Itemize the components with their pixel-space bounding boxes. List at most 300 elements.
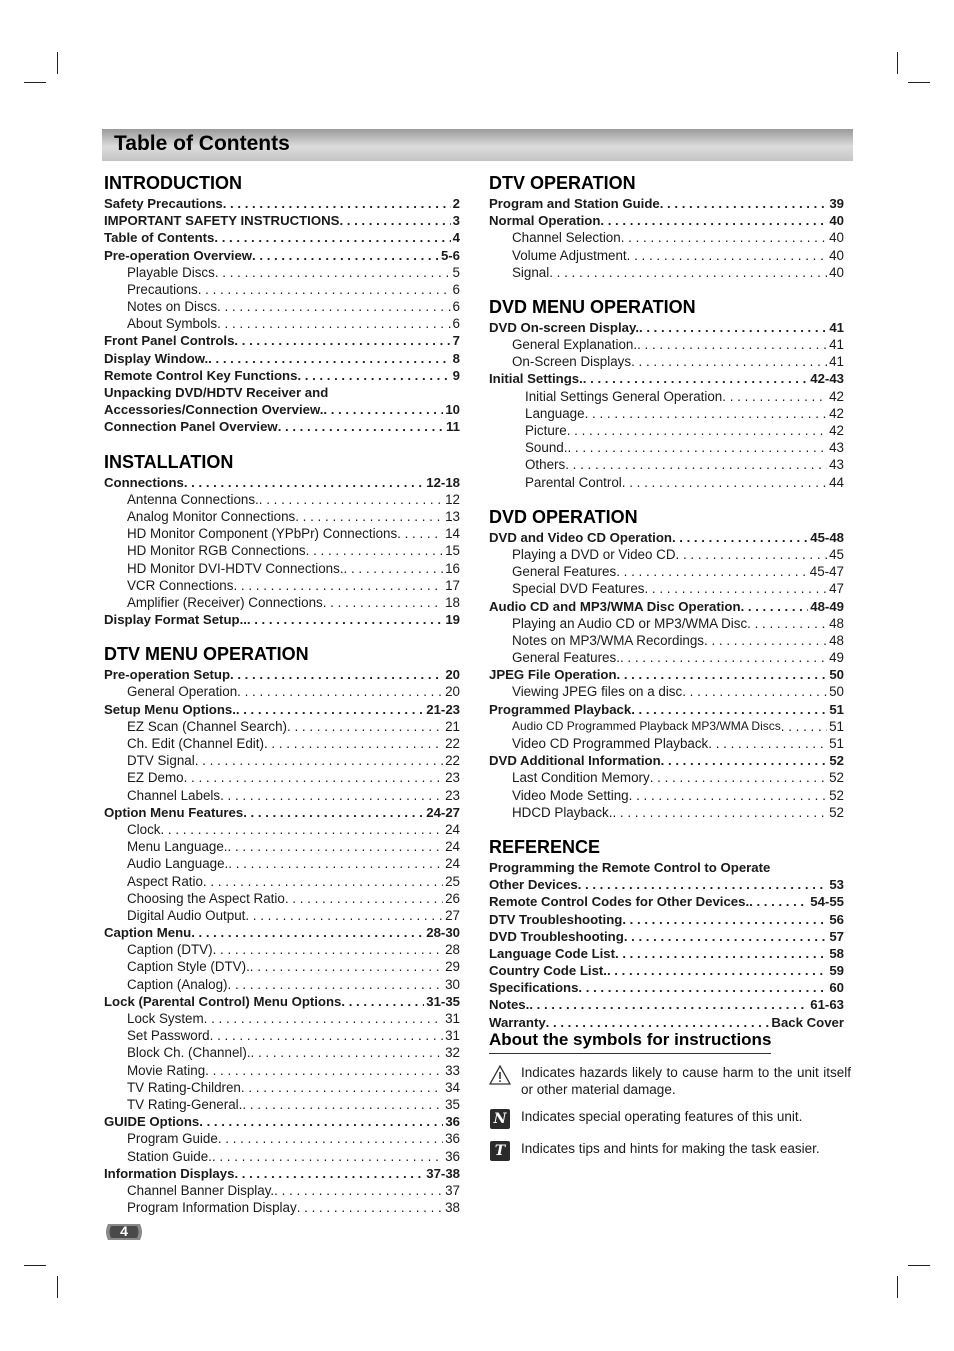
toc-entry[interactable] [104, 195, 460, 212]
toc-entry[interactable] [489, 979, 844, 996]
toc-dot-leader [622, 474, 827, 491]
toc-entry-title: Audio CD Programmed Playback MP3/WMA Discs [512, 718, 781, 733]
toc-entry-title: Option Menu Features [104, 804, 244, 820]
toc-entry-page: 2 [452, 195, 460, 211]
toc-entry[interactable] [104, 769, 460, 786]
toc-dot-leader [204, 1010, 443, 1027]
toc-entry[interactable] [489, 353, 844, 370]
toc-entry[interactable] [104, 1079, 460, 1096]
toc-entry[interactable] [489, 388, 844, 405]
toc-entry-page: 19 [445, 612, 460, 628]
toc-entry[interactable] [104, 367, 460, 384]
toc-entry-title: Precautions [127, 281, 198, 297]
toc-entry-title: Information Displays [104, 1165, 235, 1181]
toc-dot-leader [297, 1199, 443, 1216]
toc-entry[interactable] [104, 247, 460, 264]
toc-dot-leader [203, 873, 443, 890]
toc-entry[interactable] [489, 735, 844, 752]
toc-entry-page: 42 [829, 423, 844, 439]
toc-entry-title: EZ Demo [127, 770, 184, 786]
toc-dot-leader [622, 911, 827, 928]
toc-entry-title: Connections [104, 474, 184, 490]
toc-entry-title: Volume Adjustment [512, 247, 627, 263]
toc-entry-title: Language Code List [489, 945, 616, 961]
toc-entry-title: DVD Additional Information [489, 753, 661, 769]
toc-entry-title: TV Rating-General. [127, 1096, 243, 1112]
toc-entry-title: Caption Menu [104, 925, 192, 941]
toc-entry[interactable] [104, 993, 460, 1010]
toc-entry-title: Block Ch. (Channel). [127, 1045, 251, 1061]
toc-entry-page: 11 [446, 419, 460, 435]
toc-entry-title: IMPORTANT SAFETY INSTRUCTIONS [104, 213, 340, 229]
toc-entry-page: 51 [829, 718, 844, 734]
toc-entry-title: Lock (Parental Control) Menu Options [104, 993, 342, 1009]
toc-entry-page: 45-48 [810, 529, 844, 545]
toc-entry-title: HD Monitor RGB Connections [127, 543, 306, 559]
toc-entry-page: 5-6 [440, 247, 460, 263]
toc-entry[interactable] [104, 821, 460, 838]
toc-entry-page: 49 [829, 650, 844, 666]
toc-entry[interactable] [104, 1096, 460, 1113]
toc-entry-page: 6 [452, 316, 460, 332]
toc-dot-leader [567, 422, 827, 439]
toc-entry-title: Special DVD Features [512, 581, 645, 597]
toc-entry[interactable] [489, 336, 844, 353]
toc-entry[interactable] [489, 319, 844, 336]
toc-entry[interactable] [104, 1027, 460, 1044]
toc-entry[interactable] [104, 1199, 460, 1216]
toc-entry-page: 40 [829, 264, 844, 280]
toc-entry[interactable] [489, 876, 844, 893]
toc-dot-leader [661, 752, 828, 769]
section-gap [489, 821, 844, 836]
toc-entry-page: 48-49 [810, 598, 844, 614]
toc-entry-title: HDCD Playback. [512, 804, 613, 820]
toc-entry-page: 60 [829, 980, 844, 996]
toc-entry[interactable] [104, 924, 460, 941]
toc-entry-page: 23 [445, 770, 460, 786]
toc-dot-leader [631, 701, 827, 718]
toc-dot-leader [241, 1079, 443, 1096]
toc-entry[interactable] [104, 350, 460, 367]
toc-entry-title: Normal Operation [489, 213, 601, 229]
toc-entry[interactable] [489, 928, 844, 945]
toc-dot-leader [220, 787, 443, 804]
toc-entry-title: General Features [512, 564, 617, 580]
toc-entry[interactable] [489, 718, 844, 735]
toc-entry-page: 37-38 [426, 1165, 460, 1181]
toc-entry-title: Last Condition Memory [512, 770, 650, 786]
toc-dot-leader [233, 577, 443, 594]
toc-entry[interactable] [104, 684, 460, 701]
toc-entry-title: Audio CD and MP3/WMA Disc Operation [489, 598, 741, 614]
toc-entry-page: 30 [445, 976, 460, 992]
toc-entry[interactable] [489, 1014, 844, 1031]
toc-entry[interactable] [104, 611, 460, 628]
toc-entry-title: Program and Station Guide [489, 195, 660, 211]
toc-dot-leader [217, 315, 450, 332]
toc-dot-leader [236, 701, 424, 718]
toc-dot-leader [160, 821, 443, 838]
toc-entry[interactable] [489, 945, 844, 962]
toc-left-column [104, 172, 460, 1216]
toc-entry[interactable] [489, 804, 844, 821]
toc-dot-leader [234, 1165, 424, 1182]
toc-entry[interactable] [104, 264, 460, 281]
symbol-row-warning [489, 1064, 851, 1098]
toc-entry-title: Amplifier (Receiver) Connections [127, 594, 323, 610]
toc-entry-page: 32 [445, 1045, 460, 1061]
toc-entry-title: Viewing JPEG files on a disc [512, 684, 683, 700]
toc-entry[interactable] [104, 401, 460, 418]
toc-entry[interactable] [104, 941, 460, 958]
toc-entry[interactable] [489, 247, 844, 264]
crop-mark [897, 52, 898, 74]
toc-entry[interactable] [489, 422, 844, 439]
toc-entry-page: 28 [445, 942, 460, 958]
toc-entry[interactable] [489, 787, 844, 804]
toc-entry[interactable] [489, 684, 844, 701]
toc-entry-page: 25 [445, 873, 460, 889]
toc-entry[interactable] [489, 911, 844, 928]
toc-entry[interactable] [104, 491, 460, 508]
toc-entry[interactable] [104, 1130, 460, 1147]
toc-entry-page: 33 [445, 1062, 460, 1078]
toc-entry[interactable] [104, 855, 460, 872]
toc-entry[interactable] [104, 890, 460, 907]
toc-entry-title: Channel Banner Display. [127, 1182, 275, 1198]
toc-entry[interactable] [489, 752, 844, 769]
toc-dot-leader [243, 804, 424, 821]
toc-entry-title: Clock [127, 821, 161, 837]
page-number: 4 [120, 1223, 128, 1239]
toc-entry[interactable] [489, 580, 844, 597]
toc-entry-page: 36 [445, 1148, 460, 1164]
toc-dot-leader [639, 319, 827, 336]
toc-dot-leader [259, 491, 443, 508]
toc-entry-page: 4 [452, 230, 460, 246]
toc-entry[interactable] [104, 907, 460, 924]
toc-entry[interactable] [489, 212, 844, 229]
toc-entry-title: Pre-operation Setup [104, 667, 231, 683]
crop-mark [57, 52, 58, 74]
toc-dot-leader [228, 976, 444, 993]
symbol-description: Indicates hazards likely to cause harm to the unit itself or other material damage. [521, 1065, 851, 1097]
toc-entry[interactable] [104, 542, 460, 559]
toc-entry[interactable] [489, 615, 844, 632]
note-icon-wrap [489, 1108, 511, 1130]
toc-entry[interactable] [489, 962, 844, 979]
toc-dot-leader [234, 333, 450, 350]
toc-entry-title: Set Password [127, 1028, 210, 1044]
toc-entry-page: 29 [445, 959, 460, 975]
toc-entry[interactable] [104, 976, 460, 993]
toc-entry[interactable] [104, 804, 460, 821]
toc-entry-label: Programming the Remote Control to Operate [489, 860, 771, 875]
toc-entry[interactable] [104, 577, 460, 594]
toc-dot-leader [781, 718, 827, 735]
toc-dot-leader [600, 212, 827, 229]
toc-entry[interactable] [489, 649, 844, 666]
toc-dot-leader [295, 508, 443, 525]
symbol-description: Indicates tips and hints for making the task easier. [521, 1141, 820, 1156]
toc-dot-leader [184, 474, 424, 491]
toc-entry-page: 52 [829, 787, 844, 803]
toc-dot-leader [228, 855, 443, 872]
toc-entry-page: 24 [445, 856, 460, 872]
toc-entry-page: 9 [452, 367, 460, 383]
toc-entry-page: 21 [445, 718, 460, 734]
toc-entry[interactable] [104, 474, 460, 491]
toc-entry[interactable] [489, 474, 844, 491]
crop-mark [57, 1276, 58, 1298]
toc-entry-page: 59 [829, 963, 844, 979]
symbols-section [489, 1030, 851, 1162]
toc-entry-page: 26 [445, 890, 460, 906]
toc-entry-title: Initial Settings General Operation [525, 388, 723, 404]
toc-entry[interactable] [489, 666, 844, 683]
toc-entry-page: 24-27 [426, 804, 460, 820]
toc-entry-title: Connection Panel Overview [104, 419, 278, 435]
toc-entry-title: Video CD Programmed Playback [512, 736, 709, 752]
toc-entry[interactable] [104, 873, 460, 890]
toc-entry-page: 12 [445, 491, 460, 507]
toc-entry-page: 22 [445, 736, 460, 752]
toc-entry-page: 18 [445, 594, 460, 610]
tip-icon-wrap [489, 1140, 511, 1162]
toc-entry-title: Program Information Display [127, 1200, 297, 1216]
toc-entry-page: 52 [829, 770, 844, 786]
toc-entry-title: Video Mode Setting [512, 787, 629, 803]
toc-entry-page: 52 [829, 804, 844, 820]
toc-dot-leader [624, 928, 828, 945]
toc-entry[interactable] [489, 456, 844, 473]
toc-entry-page: 22 [445, 753, 460, 769]
toc-entry-page: 43 [829, 440, 844, 456]
toc-dot-leader [722, 388, 827, 405]
toc-entry[interactable] [104, 959, 460, 976]
toc-entry[interactable] [104, 1113, 460, 1130]
toc-entry-page: 47 [829, 581, 844, 597]
toc-entry-title: About Symbols [127, 316, 218, 332]
toc-dot-leader [747, 615, 827, 632]
toc-dot-leader [660, 195, 828, 212]
toc-entry-page: 13 [445, 508, 460, 524]
toc-entry-title: GUIDE Options [104, 1114, 200, 1130]
toc-entry[interactable] [489, 405, 844, 422]
toc-entry[interactable] [104, 735, 460, 752]
toc-entry-page: 21-23 [426, 701, 460, 717]
toc-entry-title: Signal [512, 264, 550, 280]
toc-dot-leader [228, 838, 444, 855]
toc-dot-leader [627, 247, 827, 264]
toc-entry[interactable] [489, 529, 844, 546]
toc-entry-page: 27 [445, 907, 460, 923]
toc-dot-leader [214, 229, 450, 246]
toc-entry-page: 42-43 [810, 371, 844, 387]
toc-entry[interactable] [489, 563, 844, 580]
toc-entry[interactable] [104, 333, 460, 350]
toc-entry[interactable] [489, 371, 844, 388]
toc-entry-title: Digital Audio Output [127, 907, 246, 923]
toc-dot-leader [631, 353, 827, 370]
toc-entry-page: 53 [829, 877, 844, 893]
toc-entry[interactable] [104, 1165, 460, 1182]
toc-dot-leader [251, 1044, 444, 1061]
section-gap [104, 628, 460, 643]
toc-entry-title: Programmed Playback [489, 701, 632, 717]
toc-entry[interactable] [104, 315, 460, 332]
toc-dot-leader [621, 229, 827, 246]
toc-entry-title: JPEG File Operation [489, 667, 617, 683]
symbol-row-note [489, 1108, 851, 1130]
toc-entry[interactable] [489, 546, 844, 563]
toc-entry[interactable] [489, 893, 844, 910]
toc-entry[interactable] [104, 212, 460, 229]
toc-entry-title: Aspect Ratio [127, 873, 203, 889]
toc-entry-title: DVD Troubleshooting [489, 928, 624, 944]
toc-entry[interactable] [104, 1148, 460, 1165]
toc-dot-leader [210, 1027, 443, 1044]
toc-entry-title: DTV Troubleshooting [489, 911, 623, 927]
section-heading-installation: INSTALLATION [104, 451, 234, 472]
warning-triangle-icon [489, 1064, 511, 1086]
toc-dot-leader [230, 666, 443, 683]
toc-entry-title: Initial Settings. [489, 371, 583, 387]
toc-entry[interactable] [104, 752, 460, 769]
toc-dot-leader [212, 1148, 443, 1165]
toc-entry[interactable] [104, 560, 460, 577]
toc-entry-page: 41 [829, 337, 844, 353]
toc-entry-title: Specifications [489, 980, 579, 996]
toc-entry-page: 34 [445, 1079, 460, 1095]
toc-entry[interactable] [104, 666, 460, 683]
toc-dot-leader [199, 1113, 443, 1130]
toc-entry[interactable] [104, 525, 460, 542]
toc-entry[interactable] [489, 598, 844, 615]
toc-entry[interactable] [104, 1010, 460, 1027]
toc-entry[interactable] [104, 298, 460, 315]
toc-dot-leader [339, 212, 450, 229]
toc-entry-page: 17 [445, 577, 460, 593]
toc-entry-page: 6 [452, 299, 460, 315]
toc-entry-title: Ch. Edit (Channel Edit) [127, 736, 264, 752]
toc-dot-leader [237, 684, 443, 701]
toc-entry-page: 48 [829, 632, 844, 648]
toc-entry[interactable] [489, 632, 844, 649]
toc-dot-leader [612, 804, 827, 821]
toc-entry[interactable] [104, 418, 460, 435]
toc-dot-leader [397, 525, 443, 542]
toc-entry-page: 31 [445, 1011, 460, 1027]
toc-entry[interactable] [104, 281, 460, 298]
toc-entry[interactable] [489, 439, 844, 456]
toc-entry-title: Lock System [127, 1011, 204, 1027]
toc-entry-page: 20 [445, 684, 460, 700]
toc-entry[interactable] [104, 229, 460, 246]
toc-entry-page: 40 [829, 247, 844, 263]
toc-entry[interactable] [104, 718, 460, 735]
toc-entry[interactable] [489, 264, 844, 281]
toc-entry[interactable] [489, 769, 844, 786]
toc-entry[interactable] [104, 701, 460, 718]
toc-entry-title: Caption (DTV) [127, 942, 213, 958]
toc-entry-page: 10 [445, 402, 460, 418]
toc-entry-page: Back Cover [771, 1014, 844, 1030]
toc-entry-page: 8 [452, 350, 460, 366]
toc-entry-title: Warranty [489, 1014, 546, 1030]
toc-entry[interactable] [489, 997, 844, 1014]
toc-entry-title: Channel Selection [512, 230, 621, 246]
toc-entry-title: Sound. [525, 440, 568, 456]
crop-mark [24, 82, 46, 83]
toc-dot-leader [615, 945, 827, 962]
toc-entry[interactable] [104, 594, 460, 611]
toc-entry-page: 44 [829, 474, 844, 490]
toc-dot-leader [741, 598, 809, 615]
toc-entry-page: 42 [829, 405, 844, 421]
toc-dot-leader [650, 769, 827, 786]
toc-dot-leader [223, 195, 451, 212]
section-heading-dvd-operation: DVD OPERATION [489, 506, 638, 527]
toc-entry[interactable] [104, 1044, 460, 1061]
toc-dot-leader [567, 439, 827, 456]
section-gap [489, 281, 844, 296]
toc-entry[interactable] [104, 1182, 460, 1199]
toc-dot-leader [250, 959, 443, 976]
toc-dot-leader [344, 560, 444, 577]
toc-dot-leader [549, 264, 827, 281]
toc-entry-page: 3 [452, 213, 460, 229]
toc-entry[interactable] [489, 195, 844, 212]
toc-dot-leader [672, 529, 808, 546]
toc-entry[interactable] [104, 1062, 460, 1079]
toc-entry-title: DVD and Video CD Operation [489, 529, 672, 545]
toc-entry-page: 24 [445, 839, 460, 855]
toc-entry-page: 35 [445, 1096, 460, 1112]
toc-dot-leader [617, 666, 828, 683]
toc-dot-leader [629, 787, 827, 804]
toc-dot-leader [278, 418, 444, 435]
toc-entry-title: Table of Contents [104, 230, 215, 246]
toc-dot-leader [682, 684, 827, 701]
toc-dot-leader [306, 542, 443, 559]
toc-entry-page: 28-30 [426, 925, 460, 941]
crop-mark [897, 1276, 898, 1298]
toc-entry[interactable] [104, 508, 460, 525]
toc-entry-page: 24 [445, 821, 460, 837]
toc-entry-page: 23 [445, 787, 460, 803]
toc-entry-page: 54-55 [810, 894, 844, 910]
toc-dot-leader [191, 924, 424, 941]
toc-entry[interactable] [104, 838, 460, 855]
toc-dot-leader [637, 336, 827, 353]
toc-entry-title: General Features. [512, 650, 620, 666]
toc-entry-title: Program Guide [127, 1131, 218, 1147]
toc-entry[interactable] [489, 229, 844, 246]
toc-entry-page: 39 [829, 195, 844, 211]
toc-entry-title: Analog Monitor Connections [127, 508, 296, 524]
toc-entry[interactable] [104, 787, 460, 804]
toc-dot-leader [285, 890, 443, 907]
toc-dot-leader [184, 769, 444, 786]
toc-entry-title: Safety Precautions [104, 195, 223, 211]
toc-entry-page: 43 [829, 457, 844, 473]
toc-entry-title: Playing an Audio CD or MP3/WMA Disc [512, 615, 748, 631]
toc-entry[interactable] [489, 701, 844, 718]
toc-entry-title: Remote Control Codes for Other Devices. [489, 894, 750, 910]
toc-dot-leader [195, 752, 443, 769]
